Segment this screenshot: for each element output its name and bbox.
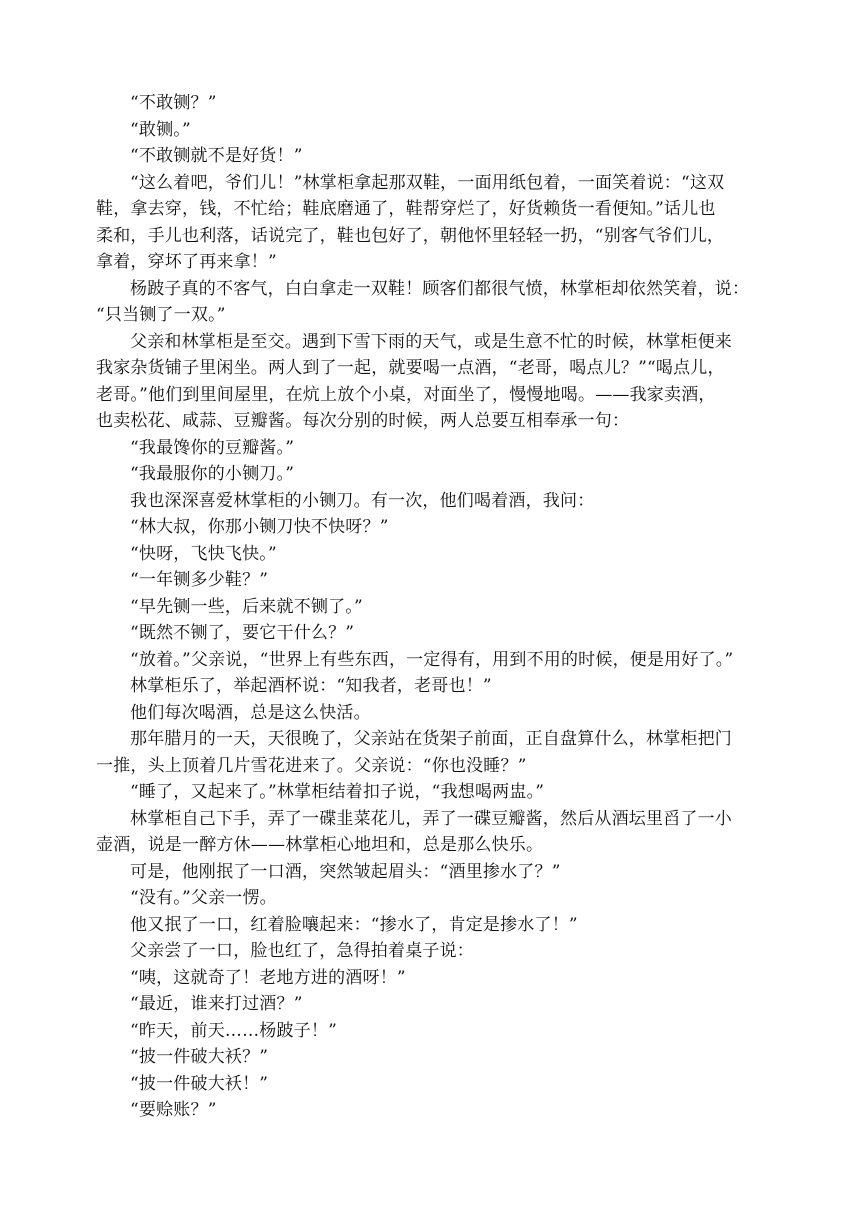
text-line: “不敢铡？” [130, 93, 217, 113]
text-line: “我最馋你的豆瓣酱。” [130, 437, 295, 458]
text-line: “不敢铡就不是好货！” [130, 146, 303, 166]
text-line: 可是，他刚抿了一口酒，突然皱起眉头：“酒里掺水了？” [130, 861, 561, 882]
text-line: “既然不铡了，要它干什么？” [130, 623, 355, 643]
text-line: “快呀，飞快飞快。” [130, 543, 277, 564]
text-line: “昨天，前天……杨跛子！” [130, 1020, 337, 1041]
text-line: 父亲和林掌柜是至交。遇到下雪下雨的天气，或是生意不忙的时候，林掌柜便来 [130, 331, 732, 352]
text-line: “最近，谁来打过酒？” [130, 994, 303, 1014]
text-line: 他们每次喝酒，总是这么快活。 [130, 702, 371, 723]
text-line: 一推，头上顶着几片雪花进来了。父亲说：“你也没睡？” [96, 755, 527, 776]
text-line: 他又抿了一口，红着脸嚷起来：“掺水了，肯定是掺水了！” [130, 914, 578, 935]
text-line: 拿着，穿坏了再来拿！” [96, 252, 277, 272]
text-line: 林掌柜自己下手，弄了一碟韭菜花儿，弄了一碟豆瓣酱，然后从酒坛里舀了一小 [130, 808, 732, 829]
text-line: “放着。”父亲说，“世界上有些东西，一定得有，用到不用的时候，便是用好了。” [130, 649, 734, 670]
text-line: “咦，这就奇了！老地方进的酒呀！” [130, 967, 406, 988]
text-line: 我也深深喜爱林掌柜的小铡刀。有一次，他们喝着酒，我问： [130, 490, 595, 511]
text-line: “早先铡一些，后来就不铡了。” [130, 596, 363, 617]
text-line: 杨跛子真的不客气，白白拿走一双鞋！顾客们都很气愤，林掌柜却依然笑着，说： [130, 278, 750, 299]
text-line: “只当铡了一双。” [96, 305, 226, 325]
text-line: “这么着吧，爷们儿！”林掌柜拿起那双鞋，一面用纸包着，一面笑着说：“这双 [130, 172, 725, 193]
text-line: “要赊账？” [130, 1100, 217, 1120]
text-line: 壶酒，说是一醉方休——林掌柜心地坦和，总是那么快乐。 [96, 835, 544, 855]
text-line: 林掌柜乐了，举起酒杯说：“知我者，老哥也！” [130, 676, 492, 696]
text-line: 老哥。”他们到里间屋里，在炕上放个小桌，对面坐了，慢慢地喝。——我家卖酒， [96, 384, 716, 405]
text-line: “敢铡。” [130, 119, 191, 140]
text-line: “林大叔，你那小铡刀快不快呀？” [130, 517, 389, 537]
text-line: “没有。”父亲一愣。 [130, 888, 277, 908]
article-body [96, 90, 768, 1124]
text-line: “披一件破大袄？” [130, 1047, 269, 1067]
text-line: “睡了，又起来了。”林掌柜结着扣子说，“我想喝两盅。” [130, 782, 545, 802]
text-line: 那年腊月的一天，天很晚了，父亲站在货架子前面，正自盘算什么，林掌柜把门 [130, 729, 732, 749]
text-line: “我最服你的小铡刀。” [130, 464, 295, 484]
text-line: 鞋，拿去穿，钱，不忙给；鞋底磨通了，鞋帮穿烂了，好货赖货一看便知。”话儿也 [96, 199, 716, 219]
text-line: “披一件破大袄！” [130, 1073, 269, 1094]
text-line: 也卖松花、咸蒜、豆瓣酱。每次分别的时候，两人总要互相奉承一句： [96, 411, 630, 431]
text-line: 父亲尝了一口，脸也红了，急得拍着桌子说： [130, 941, 474, 961]
text-line: “一年铡多少鞋？” [130, 570, 269, 590]
text-line: 柔和，手儿也利落，话说完了，鞋也包好了，朝他怀里轻轻一扔，“别客气爷们儿， [96, 225, 725, 246]
text-line: 我家杂货铺子里闲坐。两人到了一起，就要喝一点酒，“老哥，喝点儿？”“喝点儿， [96, 358, 725, 378]
